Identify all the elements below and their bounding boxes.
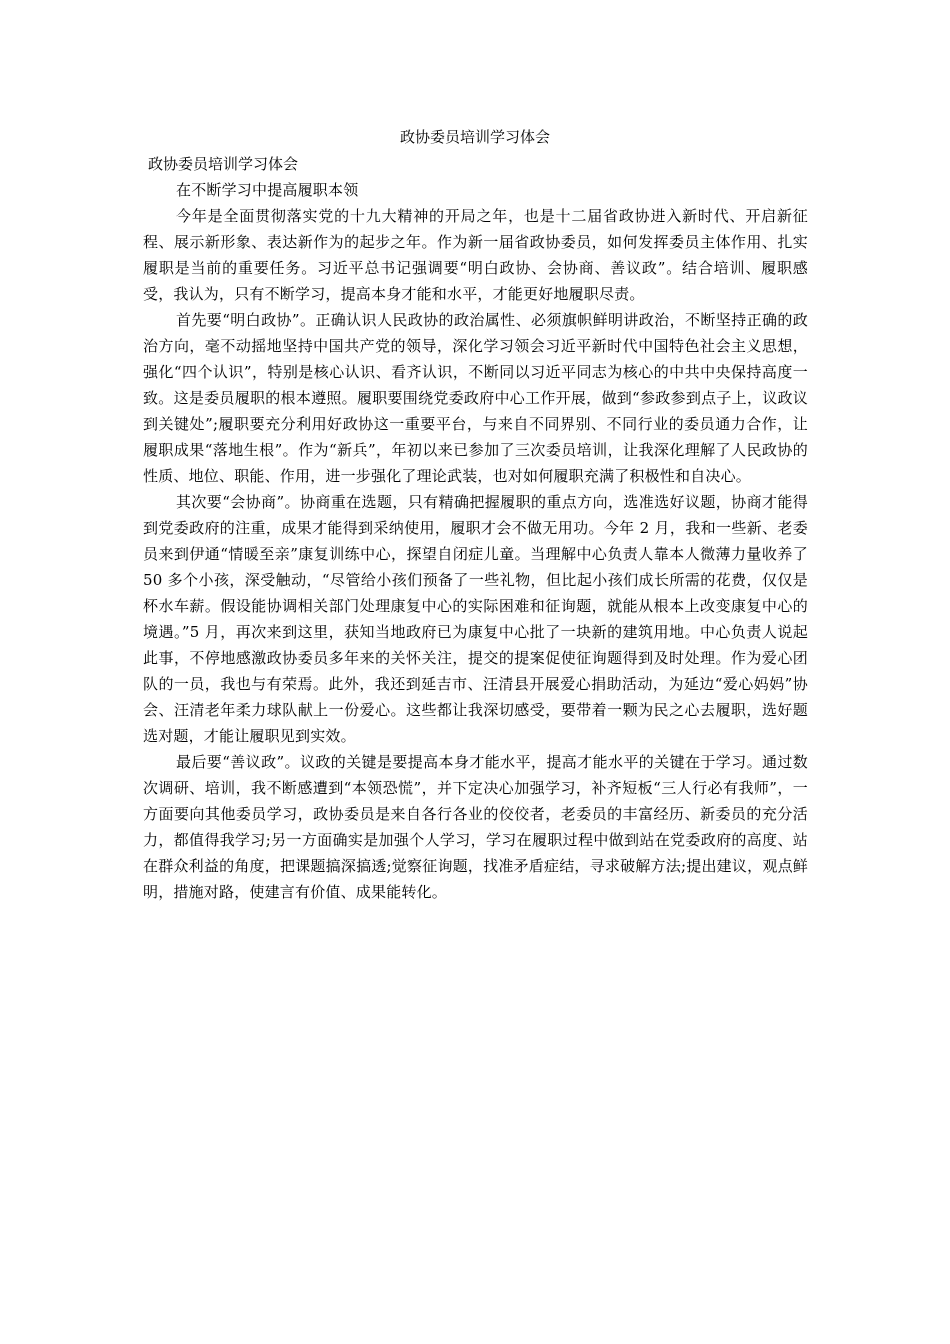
document-subtitle: 政协委员培训学习体会: [148, 155, 299, 173]
paragraph-heading: 在不断学习中提高履职本领: [176, 181, 359, 199]
document-title: 政协委员培训学习体会: [399, 128, 550, 146]
paragraph-consultation: 其次要“会协商”。协商重在选题，只有精确把握履职的重点方向，选准选好议题，协商才能得到党委政府的注重，成果才能得到采纳使用，履职才会不做无用功。今年 2 月，我和一些新、老委员来到伊通“情暖至亲”康复训练中心，探望自闭症儿童。当理解中心负责人靠本人微薄力量收养了 50 多个小孩，深受触动，“尽管给小孩们预备了一些礼物，但比起小孩们成长所需的花费，仅仅是杯水车薪。假设能协调相关部门处理康复中心的实际困难和征询题，就能从根本上改变康复中心的境遇。”5 月，再次来到这里，获知当地政府已为康复中心批了一块新的建筑用地。中心负责人说起此事，不停地感激政协委员多年来的关怀关注，提交的提案促使征询题得到及时处理。作为爱心团队的一员，我也与有荣焉。此外，我还到延吉市、汪清县开展爱心捐助活动，为延边“爱心妈妈”协会、汪清老年柔力球队献上一份爱心。这些都让我深切感受，要带着一颗为民之心去履职，选好题选对题，才能让履职见到实效。: [143, 493, 808, 745]
paragraph-deliberation: 最后要“善议政”。议政的关键是要提高本身才能水平，提高才能水平的关键在于学习。通过数次调研、培训，我不断感遭到“本领恐慌”，并下定决心加强学习，补齐短板“三人行必有我师”，一方面要向其他委员学习，政协委员是来自各行各业的佼佼者，老委员的丰富经历、新委员的充分活力，都值得我学习;另一方面确实是加强个人学习，学习在履职过程中做到站在党委政府的高度、站在群众利益的角度，把课题搞深搞透;觉察征询题，找准矛盾症结，寻求破解方法;提出建议，观点鲜明，措施对路，使建言有价值、成果能转化。: [143, 753, 808, 901]
document-body: [143, 151, 808, 905]
paragraph-intro: 今年是全面贯彻落实党的十九大精神的开局之年，也是十二届省政协进入新时代、开启新征程、展示新形象、表达新作为的起步之年。作为新一届省政协委员，如何发挥委员主体作用、扎实履职是当前的重要任务。习近平总书记强调要“明白政协、会协商、善议政”。结合培训、履职感受，我认为，只有不断学习，提高本身才能和水平，才能更好地履职尽责。: [143, 207, 808, 303]
paragraph-understand-cppcc: 首先要“明白政协”。正确认识人民政协的政治属性、必须旗帜鲜明讲政治，不断坚持正确的政治方向，毫不动摇地坚持中国共产党的领导，深化学习领会习近平新时代中国特色社会主义思想，强化“四个认识”，特别是核心认识、看齐认识，不断同以习近平同志为核心的中共中央保持高度一致。这是委员履职的根本遵照。履职要围绕党委政府中心工作开展，做到“参政参到点子上，议政议到关键处”;履职要充分利用好政协这一重要平台，与来自不同界别、不同行业的委员通力合作，让履职成果“落地生根”。作为“新兵”，年初以来已参加了三次委员培训，让我深化理解了人民政协的性质、地位、职能、作用，进一步强化了理论武装，也对如何履职充满了积极性和自决心。: [143, 311, 808, 485]
